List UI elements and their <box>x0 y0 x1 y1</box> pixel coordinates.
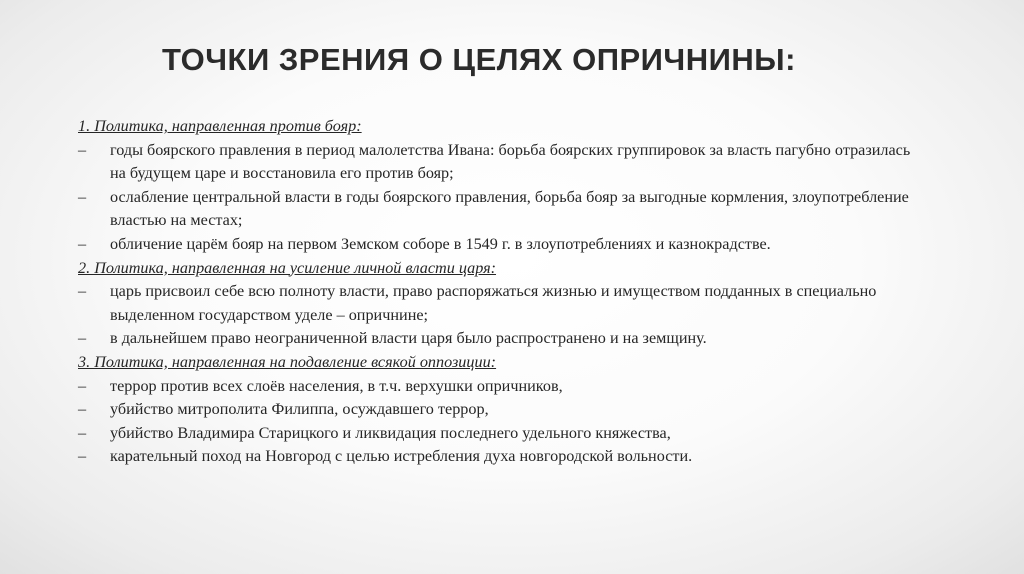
dash-marker: – <box>78 140 87 159</box>
bullet-text: ослабление центральной власти в годы боярского правления, борьба бояр за выгодные кормления, злоупотребление властью на местах; <box>110 187 909 230</box>
bullet-item <box>78 186 928 233</box>
bullet-item <box>78 327 928 351</box>
dash-marker: – <box>78 234 87 253</box>
bullet-text: карательный поход на Новгород с целью истребления духа новгородской вольности. <box>110 447 693 466</box>
bullet-item <box>78 139 928 186</box>
bullet-text: в дальнейшем право неограниченной власти царя было распространено и на земщину. <box>110 329 707 348</box>
dash-marker: – <box>78 376 87 395</box>
slide-title: ТОЧКИ ЗРЕНИЯ О ЦЕЛЯХ ОПРИЧНИНЫ: <box>162 42 796 77</box>
dash-marker: – <box>78 187 87 206</box>
bullet-text: террор против всех слоёв населения, в т.ч. верхушки опричников, <box>110 376 563 395</box>
bullet-item <box>78 422 928 446</box>
section-heading: 1. Политика, направленная против бояр: <box>78 117 362 135</box>
bullet-item <box>78 398 928 422</box>
dash-marker: – <box>78 423 87 442</box>
bullet-text: убийство митрополита Филиппа, осуждавшего террор, <box>110 400 489 419</box>
section-heading: 3. Политика, направленная на подавление всякой оппозиции: <box>78 352 497 371</box>
slide-content <box>78 115 928 469</box>
section-heading: 2. Политика, направленная на усиление личной власти царя: <box>78 258 497 277</box>
bullet-item <box>78 445 928 469</box>
bullet-text: царь присвоил себе всю полноту власти, право распоряжаться жизнью и имуществом подданных в специально выделенном государством уделе – опричнине; <box>110 282 877 324</box>
dash-marker: – <box>78 282 87 301</box>
section-2 <box>78 257 928 351</box>
section-1 <box>78 115 928 257</box>
bullet-item <box>78 375 928 399</box>
bullet-text: годы боярского правления в период малолетства Ивана: борьба боярских группировок за власть пагубно отразилась на будущем царе и восстановила его против бояр; <box>110 140 911 183</box>
bullet-text: обличение царём бояр на первом Земском соборе в 1549 г. в злоупотреблениях и казнокрадстве. <box>110 234 771 253</box>
bullet-item <box>78 233 928 257</box>
dash-marker: – <box>78 400 87 419</box>
bullet-text: убийство Владимира Старицкого и ликвидация последнего удельного княжества, <box>110 423 671 442</box>
section-3 <box>78 351 928 469</box>
dash-marker: – <box>78 447 87 466</box>
bullet-item <box>78 280 928 327</box>
dash-marker: – <box>78 329 87 348</box>
